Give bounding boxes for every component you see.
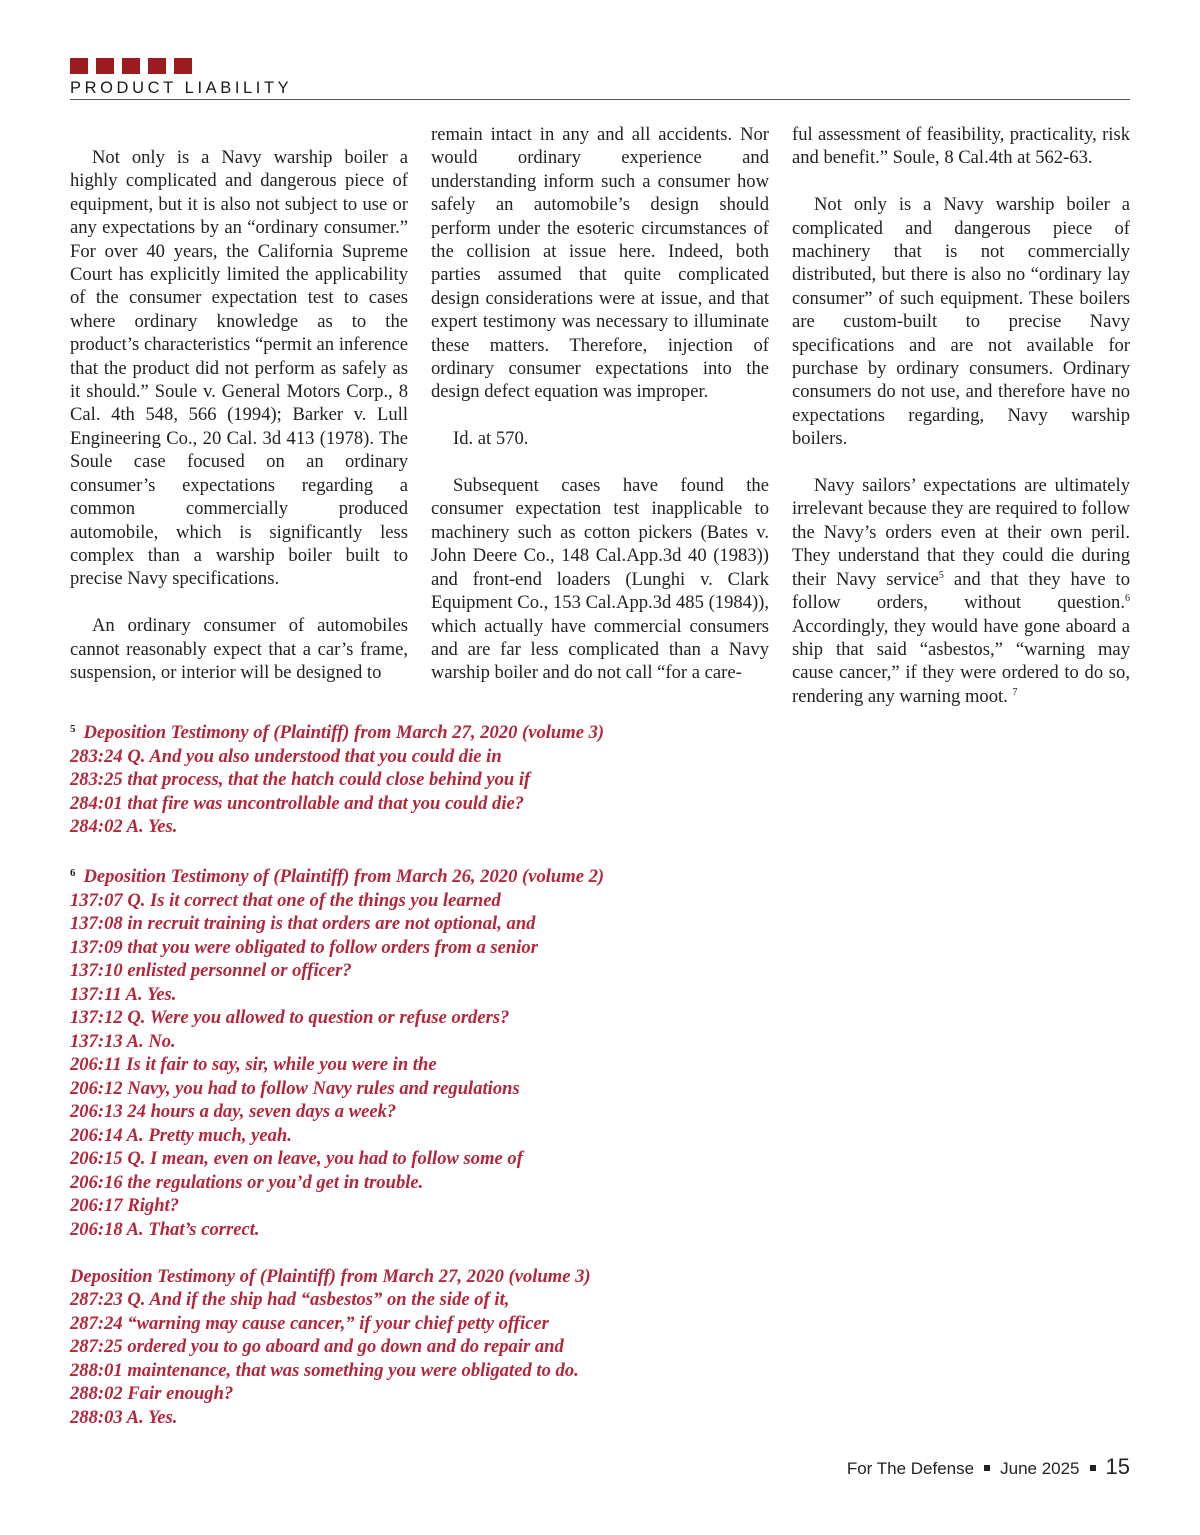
footnote-text: 137:10 enlisted personnel or officer? xyxy=(70,960,352,981)
text-run: Accordingly, they would have gone aboard a ship that said “asbestos,” “warning may cause cancer,” if they were ordered to do so, rendering any warning moot. xyxy=(792,615,1130,707)
paragraph: ful assessment of feasibility, practicality, risk and benefit.” Soule, 8 Cal.4th at 562-63. xyxy=(792,124,1130,169)
footnote-line xyxy=(70,768,710,792)
footnote-ref[interactable]: 5 xyxy=(938,569,944,581)
footnote-line xyxy=(70,1288,710,1312)
footnote-ref[interactable]: 7 xyxy=(1012,686,1018,698)
footnote-line xyxy=(70,1006,710,1030)
footnote-line xyxy=(70,792,710,816)
text-run: Navy sailors’ expectations are ultimately irrelevant because they are required to follow the Navy’s orders even at their own peril. They understand that they could die during their Navy service xyxy=(792,475,1130,590)
paragraph: Subsequent cases have found the consumer expectation test inapplicable to machinery such as cotton pickers (Bates v. John Deere Co., 148 Cal.App.3d 40 (1983)) and front-end loaders (Lunghi v. Clark Equipment Co., 153 Cal.App.3d 485 (1984)), which actually have commercial consumers and are far less complicated than a Navy warship boiler and do not call “for a care- xyxy=(431,475,769,684)
footnote-line xyxy=(70,1406,710,1430)
footnote-block xyxy=(70,1265,710,1430)
footnote-line xyxy=(70,1265,710,1289)
footnote-text: 206:15 Q. I mean, even on leave, you had to follow some of xyxy=(70,1148,523,1169)
header-square-icon xyxy=(70,58,88,74)
footnote-line xyxy=(70,815,710,839)
footnote-line xyxy=(70,983,710,1007)
footnote-line xyxy=(70,862,710,889)
body-column-3 xyxy=(792,123,1130,732)
footnote-text: 137:11 A. Yes. xyxy=(70,983,177,1005)
footnote-line xyxy=(70,1218,710,1242)
paragraph: An ordinary consumer of automobiles cannot reasonably expect that a car’s frame, suspension, or interior will be designed to xyxy=(70,615,408,683)
footnote-line xyxy=(70,1030,710,1054)
body-column-2 xyxy=(431,123,769,708)
footnote-text: 137:09 that you were obligated to follow orders from a senior xyxy=(70,936,538,958)
footnote-line xyxy=(70,1359,710,1383)
footnote-text: 283:24 Q. And you also understood that you could die in xyxy=(70,745,502,767)
footnote-text: 206:16 the regulations or you’d get in trouble. xyxy=(70,1171,424,1193)
footnote-block xyxy=(70,862,710,1241)
section-title: PRODUCT LIABILITY xyxy=(70,79,293,97)
footnote-text: 137:12 Q. Were you allowed to question or refuse orders? xyxy=(70,1007,510,1028)
header-square-icon xyxy=(148,58,166,74)
footnote-line xyxy=(70,1124,710,1148)
page-footer xyxy=(847,1454,1130,1480)
footnote-text: 206:14 A. Pretty much, yeah. xyxy=(70,1124,292,1146)
footnote-line xyxy=(70,912,710,936)
footnote-line xyxy=(70,936,710,960)
footnote-line xyxy=(70,1053,710,1077)
paragraph xyxy=(792,474,1130,708)
footnote-line xyxy=(70,718,710,745)
header-square-icon xyxy=(122,58,140,74)
footnotes xyxy=(70,718,710,1453)
footnote-line xyxy=(70,745,710,769)
footnote-text: 206:13 24 hours a day, seven days a week? xyxy=(70,1101,397,1122)
footnote-text: Deposition Testimony of (Plaintiff) from March 27, 2020 (volume 3) xyxy=(70,1265,591,1287)
footnote-line xyxy=(70,959,710,983)
footnote-text: 287:25 ordered you to go aboard and go down and do repair and xyxy=(70,1336,564,1357)
page-number: 15 xyxy=(1105,1454,1130,1479)
issue-date: June 2025 xyxy=(1000,1459,1080,1478)
footnote-line xyxy=(70,1312,710,1336)
footnote-text: 284:01 that fire was uncontrollable and that you could die? xyxy=(70,792,525,814)
footnote-line xyxy=(70,889,710,913)
paragraph: Not only is a Navy warship boiler a highly complicated and dangerous piece of equipment, but it is also not subject to use or any expectations by an “ordinary consumer.” For over 40 years, the California Supreme Court has explicitly limited the applicability of the consumer expectation test to cases where ordinary knowledge as to the product’s characteristics “permit an inference that the product did not perform as safely as it should.” Soule v. General Motors Corp., 8 Cal. 4th 548, 566 (1994); Barker v. Lull Engineering Co., 20 Cal. 3d 413 (1978). The Soule case focused on an ordinary consumer’s expectations regarding a common commercially produced automobile, which is significantly less complex than a warship boiler built to precise Navy specifications. xyxy=(70,147,408,590)
publication-name: For The Defense xyxy=(846,1459,975,1478)
footnote-mark: 6 xyxy=(70,867,76,879)
separator-square-icon xyxy=(984,1465,990,1471)
footnote-mark: 5 xyxy=(70,723,76,735)
footnote-text: 206:17 Right? xyxy=(70,1195,179,1216)
footnote-text: 137:13 A. No. xyxy=(70,1030,176,1052)
footnote-line xyxy=(70,1171,710,1195)
footnote-text: 206:18 A. That’s correct. xyxy=(70,1218,260,1240)
footnote-text: Deposition Testimony of (Plaintiff) from March 26, 2020 (volume 2) xyxy=(83,866,605,887)
footnote-block xyxy=(70,718,710,839)
footnote-text: 137:07 Q. Is it correct that one of the things you learned xyxy=(70,889,501,911)
footnote-text: 284:02 A. Yes. xyxy=(70,816,178,837)
citation: Id. at 570. xyxy=(453,428,529,450)
footnote-text: 206:12 Navy, you had to follow Navy rules and regulations xyxy=(70,1077,520,1099)
footnote-text: 283:25 that process, that the hatch could close behind you if xyxy=(70,769,531,790)
footnote-line xyxy=(70,1335,710,1359)
footnote-text: 288:01 maintenance, that was something you were obligated to do. xyxy=(70,1359,579,1381)
footnote-ref[interactable]: 6 xyxy=(1125,592,1130,604)
footnote-text: Deposition Testimony of (Plaintiff) from March 27, 2020 (volume 3) xyxy=(83,722,605,743)
footnote-text: 287:23 Q. And if the ship had “asbestos” on the side of it, xyxy=(70,1289,510,1310)
footnote-text: 288:03 A. Yes. xyxy=(70,1406,178,1428)
footnote-line xyxy=(70,1382,710,1406)
block-quote: remain intact in any and all accidents. Nor would ordinary experience and understanding inform such a consumer how safely an automobile’s design should perform under the esoteric circumstances of the collision at issue here. Indeed, both parties assumed that quite complicated design considerations were at issue, and that expert testimony was necessary to illuminate these matters. Therefore, injection of ordinary consumer expectations into the design defect equation was improper. xyxy=(431,124,769,403)
footnote-text: 287:24 “warning may cause cancer,” if your chief petty officer xyxy=(70,1312,549,1334)
footnote-text: 206:11 Is it fair to say, sir, while you were in the xyxy=(70,1054,437,1075)
text-run: and that they have to follow orders, without question. xyxy=(792,568,1131,614)
footnote-line xyxy=(70,1100,710,1124)
section-header xyxy=(70,58,1130,100)
separator-square-icon xyxy=(1090,1465,1096,1471)
header-square-icon xyxy=(174,58,192,74)
header-rule xyxy=(70,99,1130,100)
footnote-line xyxy=(70,1147,710,1171)
footnote-line xyxy=(70,1077,710,1101)
header-square-icon xyxy=(96,58,114,74)
paragraph: Not only is a Navy warship boiler a complicated and dangerous piece of machinery that is not commercially distributed, but there is also no “ordinary lay consumer” of such equipment. These boilers are custom-built to precise Navy specifications and are not available for purchase by ordinary consumers. Ordinary consumers do not use, and therefore have no expectations regarding, Navy warship boilers. xyxy=(792,194,1130,450)
footnote-text: 137:08 in recruit training is that orders are not optional, and xyxy=(70,913,536,934)
footnote-line xyxy=(70,1194,710,1218)
footnote-text: 288:02 Fair enough? xyxy=(70,1383,234,1404)
header-squares xyxy=(70,58,1130,74)
body-column-1 xyxy=(70,146,408,708)
